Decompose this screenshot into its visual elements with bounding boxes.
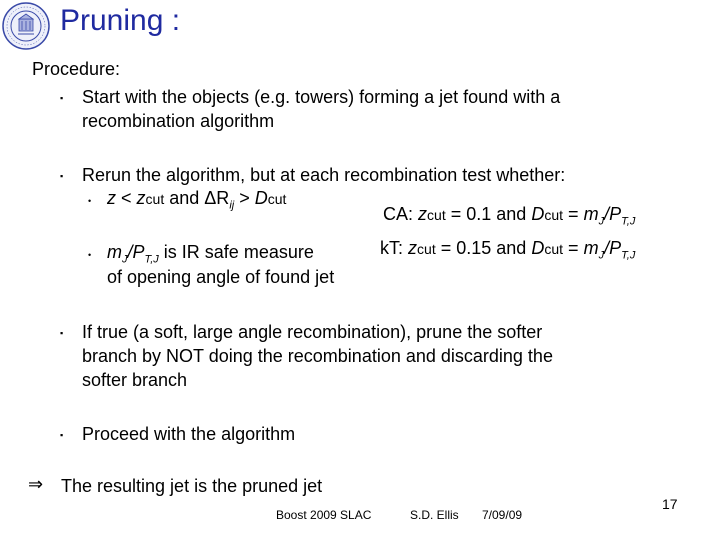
bullet-proceed: Proceed with the algorithm <box>82 424 296 444</box>
bullet-prune-line3: softer branch <box>82 370 188 390</box>
sub-bullet-ir-safe: $m_J/P_{T,J}$ is IR safe measure <box>107 242 314 266</box>
slide-title: Pruning : <box>60 4 181 37</box>
sub-bullet-z-condition: z < zcut and $\Delta R_{ij}$ > Dcut <box>107 188 287 212</box>
sub-bullet-marker: • <box>88 250 92 260</box>
bullet-marker: ▪ <box>60 93 64 103</box>
bullet-rerun: Rerun the algorithm, but at each recombination test whether: <box>82 165 566 185</box>
footer-author: S.D. Ellis <box>410 508 459 522</box>
page-number: 17 <box>662 496 678 512</box>
ca-parameters: CA: zcut = 0.1 and Dcut = $m_J/P_{T,J}$ <box>383 204 636 228</box>
bullet-marker: ▪ <box>60 430 64 440</box>
bullet-marker: ▪ <box>60 328 64 338</box>
footer-date: 7/09/09 <box>482 508 523 522</box>
conclusion-text: The resulting jet is the pruned jet <box>61 476 323 496</box>
university-seal-logo <box>2 2 50 50</box>
sub-bullet-marker: • <box>88 196 92 206</box>
implies-arrow-icon: ⇒ <box>28 474 44 494</box>
procedure-label: Procedure: <box>32 59 121 79</box>
kt-parameters: kT: zcut = 0.15 and Dcut = $m_J/P_{T,J}$ <box>380 238 636 262</box>
bullet-marker: ▪ <box>60 171 64 181</box>
bullet-prune-line2: branch by NOT doing the recombination and discarding the <box>82 346 553 366</box>
sub-bullet-ir-safe-line2: of opening angle of found jet <box>107 267 335 287</box>
bullet-start-line1: Start with the objects (e.g. towers) forming a jet found with a <box>82 87 561 107</box>
footer-event: Boost 2009 SLAC <box>276 508 372 522</box>
bullet-start-line2: recombination algorithm <box>82 111 275 131</box>
bullet-prune-line1: If true (a soft, large angle recombination), prune the softer <box>82 322 543 342</box>
